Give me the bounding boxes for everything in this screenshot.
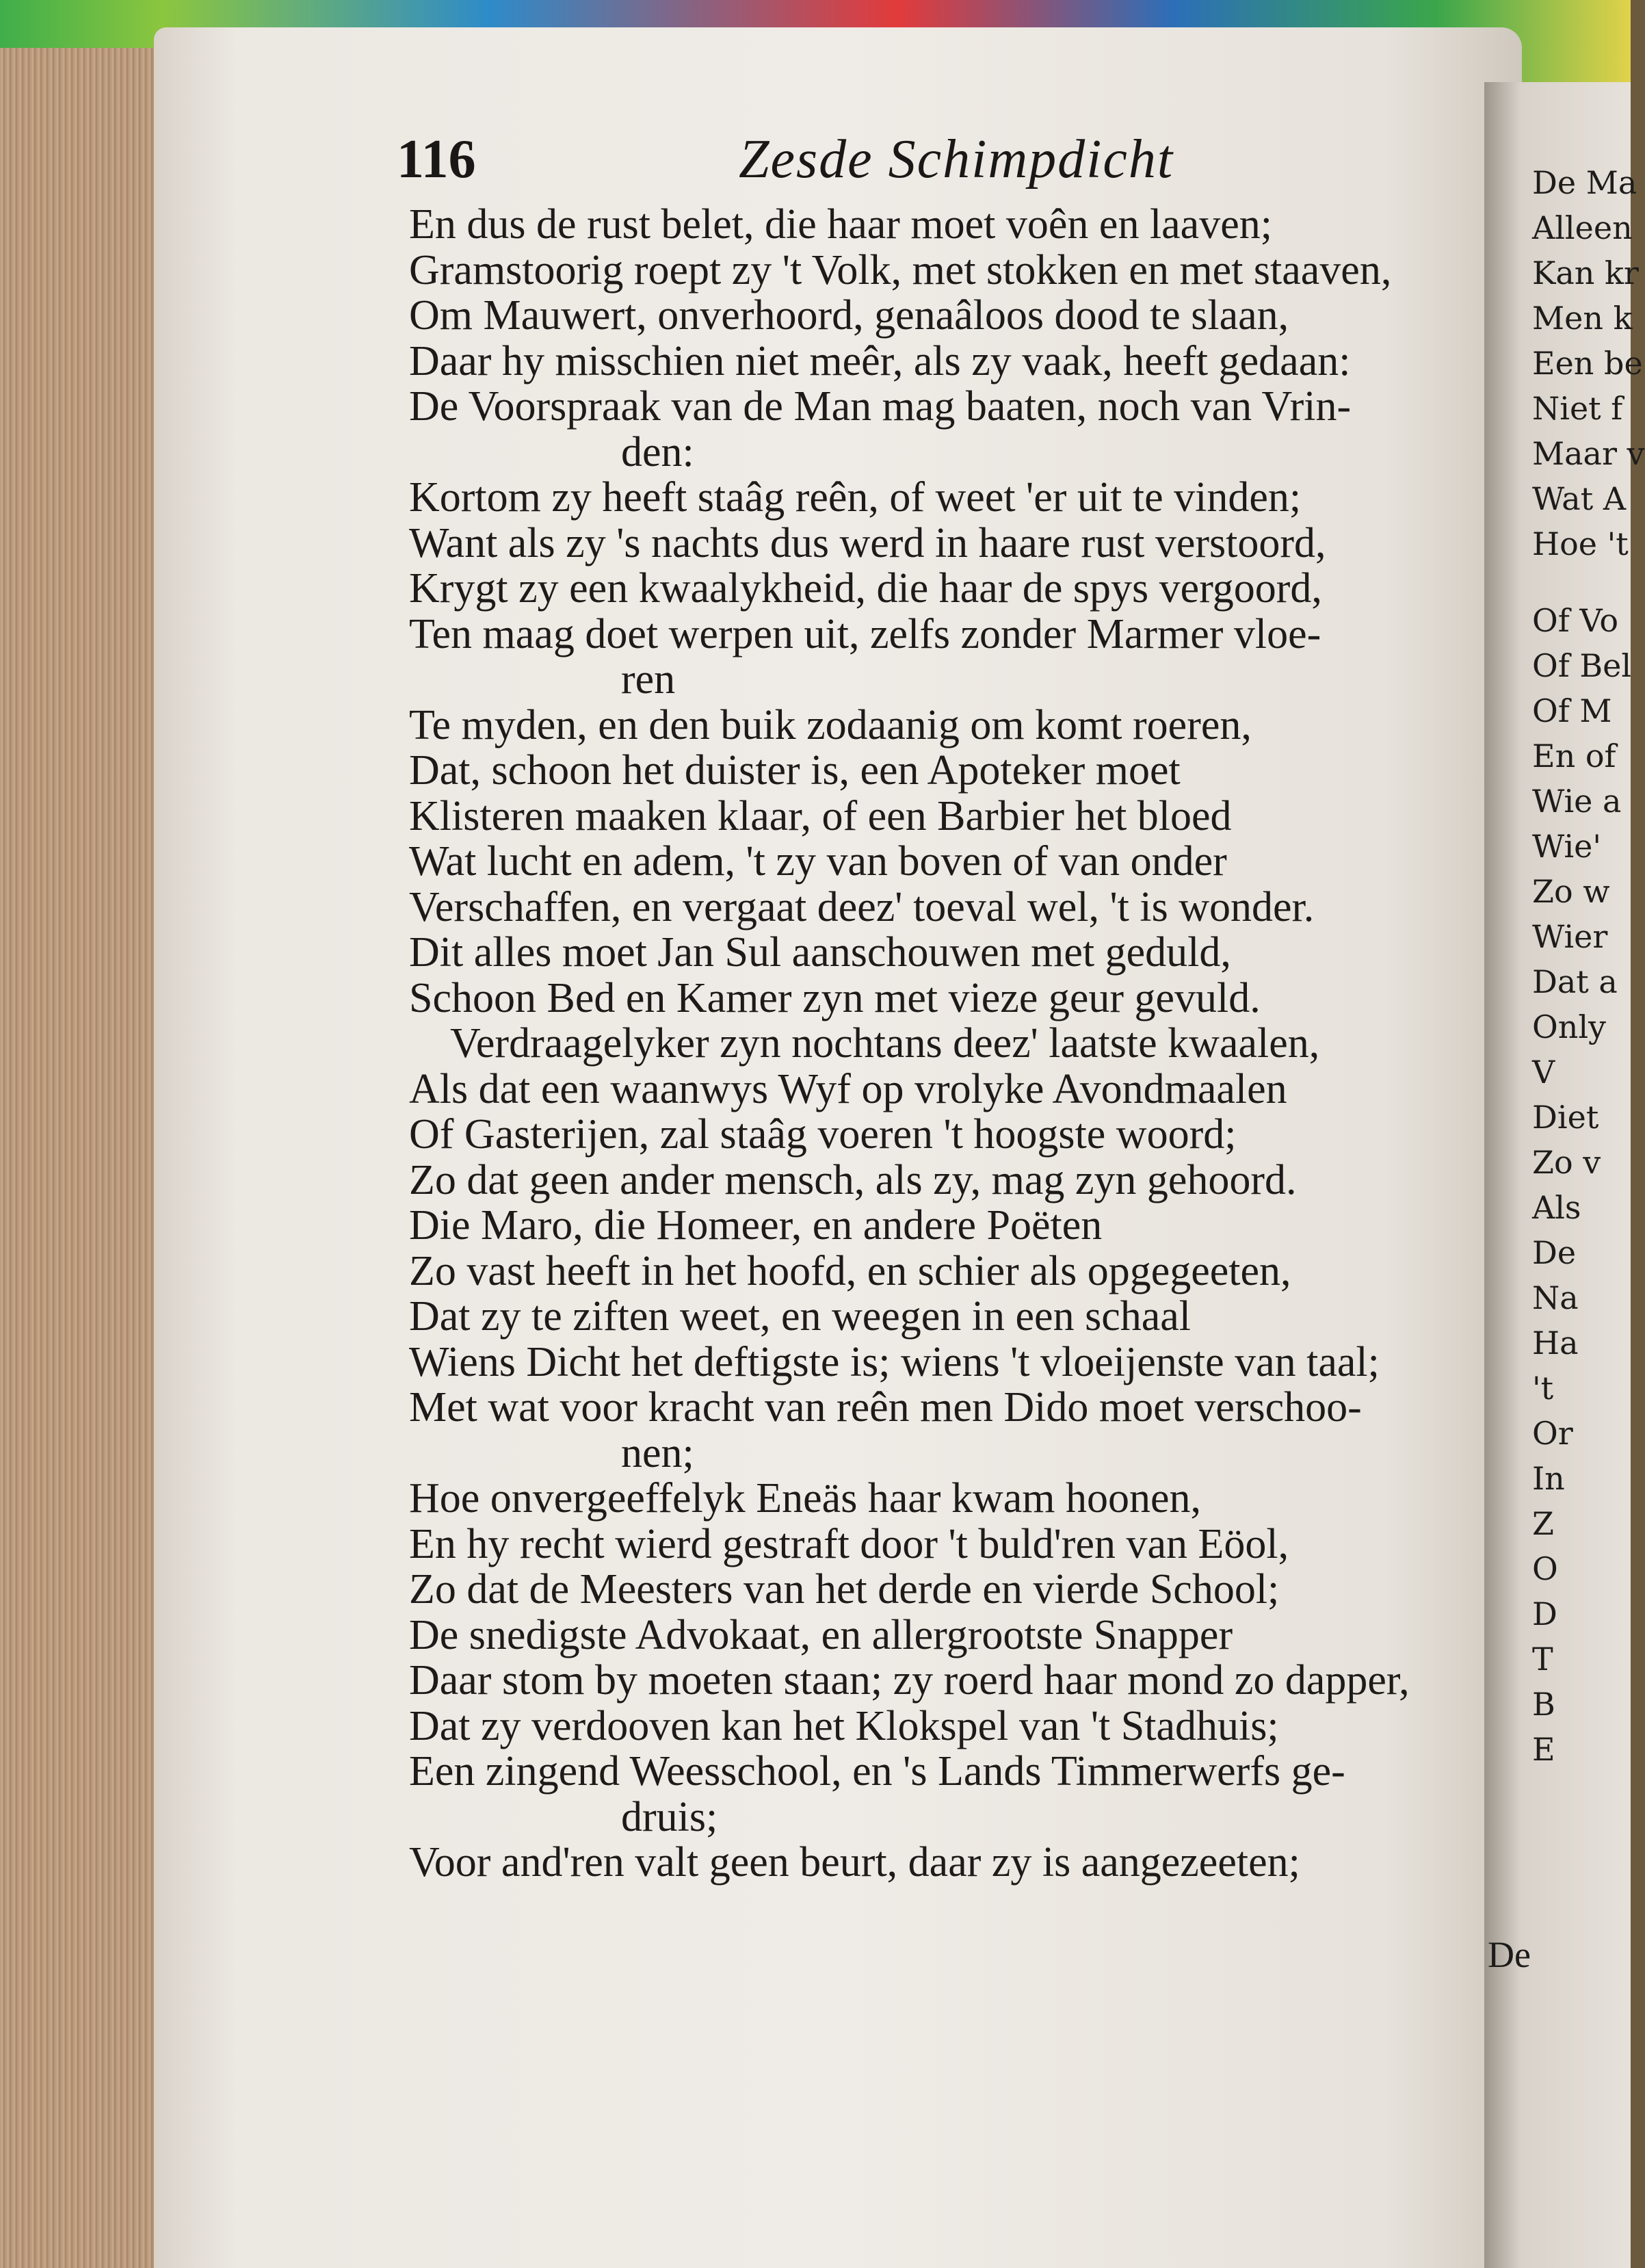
text-line: Verschaffen, en vergaat deez' toeval wel, 't is wonder. bbox=[409, 883, 1315, 930]
facing-page-fragment: Zo w bbox=[1532, 873, 1610, 910]
text-line: Daar hy misschien niet meêr, als zy vaak, heeft gedaan: bbox=[409, 337, 1351, 384]
text-line: Of Gasterijen, zal staâg voeren 't hoogste woord; bbox=[409, 1111, 1237, 1158]
text-line: Te myden, en den buik zodaanig om komt roeren, bbox=[409, 701, 1252, 748]
text-line: Wat lucht en adem, 't zy van boven of van onder bbox=[409, 838, 1227, 885]
facing-page-fragment: De bbox=[1532, 1234, 1577, 1271]
facing-page-fragment: Of Bel bbox=[1532, 647, 1632, 684]
facing-page-fragment: Hoe 't bbox=[1532, 525, 1629, 562]
text-line: Zo dat geen ander mensch, als zy, mag zyn gehoord. bbox=[409, 1156, 1297, 1203]
text-line: Kortom zy heeft staâg reên, of weet 'er uit te vinden; bbox=[409, 474, 1302, 521]
text-line: Met wat voor kracht van reên men Dido moet verschoo- bbox=[409, 1384, 1362, 1431]
text-line: Krygt zy een kwaalykheid, die haar de spys vergoord, bbox=[409, 565, 1322, 612]
text-line: Dat zy te ziften weet, en weegen in een schaal bbox=[409, 1293, 1191, 1340]
text-line: Die Maro, die Homeer, en andere Poëten bbox=[409, 1202, 1103, 1249]
text-line: ren bbox=[621, 656, 676, 703]
text-line: Schoon Bed en Kamer zyn met vieze geur gevuld. bbox=[409, 974, 1261, 1021]
poem-text bbox=[409, 202, 1476, 1886]
facing-page-fragment: Wie' bbox=[1532, 828, 1602, 865]
text-line: Want als zy 's nachts dus werd in haare rust verstoord, bbox=[409, 519, 1326, 566]
book-page-edges bbox=[0, 48, 178, 2268]
text-line: den: bbox=[621, 428, 694, 475]
facing-page-fragment: Men k bbox=[1532, 300, 1633, 337]
facing-page-fragment: V bbox=[1532, 1054, 1555, 1091]
facing-page-fragment: O bbox=[1532, 1550, 1558, 1587]
text-line: En hy recht wierd gestraft door 't buld'ren van Eöol, bbox=[409, 1520, 1289, 1567]
text-line: druis; bbox=[621, 1793, 718, 1840]
facing-page-fragment: Na bbox=[1532, 1279, 1579, 1316]
facing-page-fragment: Or bbox=[1532, 1415, 1573, 1452]
text-line: De snedigste Advokaat, en allergrootste Snapper bbox=[409, 1611, 1233, 1658]
text-line: Dat, schoon het duister is, een Apoteker moet bbox=[409, 747, 1181, 794]
facing-page-fragment: Ha bbox=[1532, 1325, 1579, 1361]
facing-page-fragment: 't bbox=[1532, 1370, 1554, 1407]
text-line: Verdraagelyker zyn nochtans deez' laatste kwaalen, bbox=[450, 1020, 1320, 1067]
text-line: Gramstoorig roept zy 't Volk, met stokken en met staaven, bbox=[409, 246, 1392, 294]
text-line: Zo vast heeft in het hoofd, en schier als opgegeeten, bbox=[409, 1247, 1291, 1294]
text-line: Hoe onvergeeffelyk Eneäs haar kwam hoonen, bbox=[409, 1475, 1202, 1522]
text-line: En dus de rust belet, die haar moet voên en laaven; bbox=[409, 201, 1272, 248]
facing-page-fragment: Only bbox=[1532, 1008, 1607, 1045]
text-line: Dit alles moet Jan Sul aanschouwen met geduld, bbox=[409, 929, 1231, 976]
text-line: Dat zy verdooven kan het Klokspel van 't Stadhuis; bbox=[409, 1702, 1279, 1749]
text-line: De Voorspraak van de Man mag baaten, noch van Vrin- bbox=[409, 383, 1352, 430]
catchword: De bbox=[1488, 1934, 1531, 1975]
facing-page-fragment: Of M bbox=[1532, 692, 1612, 729]
facing-page-fragment: En of bbox=[1532, 738, 1616, 774]
facing-page-fragment: Maar v bbox=[1532, 435, 1645, 472]
facing-page-fragment: Alleen bbox=[1532, 209, 1633, 246]
facing-page-fragment: Zo v bbox=[1532, 1144, 1601, 1181]
text-line: Daar stom by moeten staan; zy roerd haar mond zo dapper, bbox=[409, 1657, 1410, 1704]
facing-page-fragment: Niet f bbox=[1532, 390, 1623, 427]
running-title: Zesde Schimpdicht bbox=[739, 129, 1174, 190]
facing-page-fragment: Wie a bbox=[1532, 783, 1622, 820]
text-line: Zo dat de Meesters van het derde en vierde School; bbox=[409, 1566, 1280, 1613]
text-line: Voor and'ren valt geen beurt, daar zy is aangezeeten; bbox=[409, 1839, 1300, 1886]
page-header bbox=[397, 129, 1354, 190]
facing-page-fragment: Als bbox=[1532, 1189, 1581, 1226]
facing-page-fragment: T bbox=[1532, 1641, 1553, 1678]
facing-page-fragment: Z bbox=[1532, 1505, 1554, 1542]
facing-page-fragment: Wier bbox=[1532, 918, 1608, 955]
text-line: Een zingend Weesschool, en 's Lands Timmerwerfs ge- bbox=[409, 1748, 1345, 1795]
text-line: Klisteren maaken klaar, of een Barbier het bloed bbox=[409, 792, 1232, 839]
facing-page-fragment: B bbox=[1532, 1686, 1555, 1723]
facing-page-fragment: Of Vo bbox=[1532, 602, 1619, 639]
facing-page-fragment: D bbox=[1532, 1595, 1557, 1632]
facing-page-fragment: E bbox=[1532, 1731, 1555, 1768]
facing-page-fragment: Kan kr bbox=[1532, 255, 1639, 291]
facing-page-fragment: De Ma bbox=[1532, 164, 1637, 201]
facing-page-fragment: Wat A bbox=[1532, 480, 1627, 517]
facing-page-fragment: Een be bbox=[1532, 345, 1643, 382]
text-line: Om Mauwert, onverhoord, genaâloos dood te slaan, bbox=[409, 292, 1289, 339]
facing-page-fragment: Dat a bbox=[1532, 963, 1618, 1000]
page-number: 116 bbox=[397, 129, 476, 190]
facing-page-fragment: Diet bbox=[1532, 1099, 1599, 1136]
text-line: nen; bbox=[621, 1429, 694, 1476]
text-line: Wiens Dicht het deftigste is; wiens 't vloeijenste van taal; bbox=[409, 1338, 1380, 1385]
text-line: Als dat een waanwys Wyf op vrolyke Avondmaalen bbox=[409, 1065, 1287, 1112]
text-line: Ten maag doet werpen uit, zelfs zonder Marmer vloe- bbox=[409, 610, 1321, 657]
facing-page-fragment: In bbox=[1532, 1460, 1565, 1497]
